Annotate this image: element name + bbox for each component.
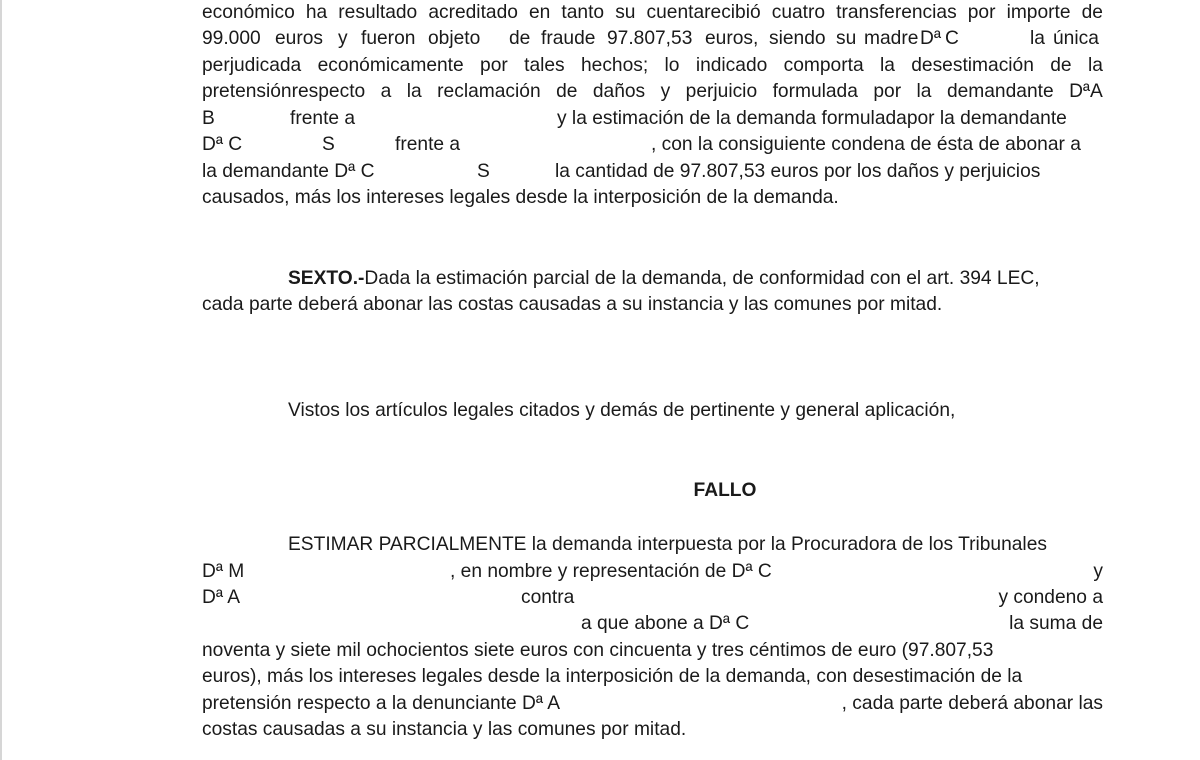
word: por xyxy=(967,2,996,23)
text-segment: noventa y siete mil ochocientos siete euros con cincuenta y tres céntimos de euro (97.807,53 xyxy=(202,640,994,661)
text-segment: y xyxy=(1093,561,1103,582)
text-segment: frente a xyxy=(395,134,461,155)
word: por xyxy=(480,55,508,76)
para1-line6 xyxy=(202,132,1103,158)
word: en xyxy=(529,2,551,23)
word: tanto xyxy=(561,2,605,23)
word: madre xyxy=(864,28,919,49)
word: Dª xyxy=(920,28,941,49)
sexto-text: Dada la estimación parcial de la demanda, de conformidad con el art. 394 LEC, xyxy=(364,268,1040,289)
word: la xyxy=(1030,28,1045,49)
text-segment: la demandante Dª C xyxy=(202,161,375,182)
fallo-heading: FALLO xyxy=(693,480,757,501)
word: la xyxy=(879,55,895,76)
sexto-line2 xyxy=(202,292,1103,318)
word: a xyxy=(380,81,392,102)
word: perjudicada xyxy=(202,55,302,76)
word: cuatro xyxy=(771,2,826,23)
word: hechos; xyxy=(580,55,649,76)
sexto-text: cada parte deberá abonar las costas causadas a su instancia y las comunes por mitad. xyxy=(202,294,943,315)
word: cuentarecibió xyxy=(646,2,761,23)
word: la xyxy=(406,81,422,102)
word: DªA xyxy=(1069,81,1103,102)
word: de xyxy=(509,28,531,49)
word: 97.807,53 xyxy=(607,28,693,49)
text-segment: costas causadas a su instancia y las comunes por mitad. xyxy=(202,719,687,740)
text-segment: B xyxy=(202,108,215,129)
word: de xyxy=(556,81,578,102)
word: euros xyxy=(275,28,323,49)
word: la xyxy=(1087,55,1103,76)
word: de xyxy=(1050,55,1072,76)
word: C xyxy=(945,28,959,49)
fallo-line8 xyxy=(202,717,1103,743)
word: ha xyxy=(305,2,328,23)
text-segment: Dª M xyxy=(202,561,245,582)
word: euros, xyxy=(705,28,759,49)
para1-line4 xyxy=(202,79,1103,105)
fallo-line2 xyxy=(202,559,1103,585)
text-segment: la suma de xyxy=(1009,613,1103,634)
text-segment: Dª A xyxy=(202,587,241,608)
word: y xyxy=(338,28,348,49)
text-segment: , en nombre y representación de Dª C xyxy=(450,561,772,582)
word: perjuicio xyxy=(685,81,758,102)
para1-line5 xyxy=(202,106,1103,132)
word: formulada xyxy=(772,81,858,102)
sexto-label: SEXTO.- xyxy=(288,268,365,289)
fallo-line5 xyxy=(202,638,1103,664)
text-segment: y la estimación de la demanda formuladapor la demandante xyxy=(557,108,1067,129)
text-segment: contra xyxy=(521,587,575,608)
word: desestimación xyxy=(911,55,1034,76)
text-segment: y condeno a xyxy=(998,587,1103,608)
fallo-line1 xyxy=(202,532,1103,558)
vistos-line xyxy=(202,398,1103,424)
word: pretensiónrespecto xyxy=(202,81,366,102)
sexto-line1 xyxy=(202,266,1103,292)
text-segment: a que abone a Dª C xyxy=(581,613,750,634)
para1-line1 xyxy=(202,0,1103,26)
word: indicado xyxy=(695,55,768,76)
text-segment: euros), más los intereses legales desde la interposición de la demanda, con desestimación de la xyxy=(202,666,1023,687)
word: la xyxy=(916,81,932,102)
word: por xyxy=(873,81,902,102)
text-segment: S xyxy=(322,134,335,155)
text-segment: frente a xyxy=(290,108,356,129)
fallo-line7 xyxy=(202,691,1103,717)
word: resultado xyxy=(338,2,418,23)
word: su xyxy=(836,28,857,49)
word: fueron xyxy=(361,28,416,49)
text-segment: pretensión respecto a la denunciante Dª A xyxy=(202,693,561,714)
word: tales xyxy=(524,55,565,76)
word: demandante xyxy=(946,81,1054,102)
para1-line3 xyxy=(202,53,1103,79)
word: transferencias xyxy=(836,2,957,23)
fallo-line3 xyxy=(202,585,1103,611)
word: comporta xyxy=(783,55,864,76)
word: de xyxy=(1081,2,1103,23)
fallo-line6 xyxy=(202,664,1103,690)
word: objeto xyxy=(428,28,481,49)
word: reclamación xyxy=(437,81,541,102)
word: lo xyxy=(664,55,680,76)
word: económico xyxy=(202,2,295,23)
text-segment: causados, más los intereses legales desde la interposición de la demanda. xyxy=(202,187,839,208)
word: y xyxy=(660,81,671,102)
text-segment: Dª C xyxy=(202,134,243,155)
word: 99.000 xyxy=(202,28,261,49)
para1-line7 xyxy=(202,159,1103,185)
word: fraude xyxy=(541,28,596,49)
text-segment: , cada parte deberá abonar las xyxy=(841,693,1103,714)
text-segment: ESTIMAR PARCIALMENTE la demanda interpuesta por la Procuradora de los Tribunales xyxy=(288,534,1047,555)
word: siendo xyxy=(769,28,826,49)
text-segment: , con la consiguiente condena de ésta de abonar a xyxy=(651,134,1081,155)
text-segment: la cantidad de 97.807,53 euros por los daños y perjuicios xyxy=(555,161,1041,182)
para1-line2 xyxy=(202,26,1103,52)
word: acreditado xyxy=(428,2,518,23)
word: su xyxy=(615,2,636,23)
text-segment: S xyxy=(477,161,490,182)
fallo-line4 xyxy=(202,611,1103,637)
vistos-text: Vistos los artículos legales citados y demás de pertinente y general aplicación, xyxy=(288,400,956,421)
word: daños xyxy=(592,81,646,102)
word: económicamente xyxy=(317,55,464,76)
word: única xyxy=(1053,28,1099,49)
word: importe xyxy=(1006,2,1071,23)
para1-line8 xyxy=(202,185,1103,211)
